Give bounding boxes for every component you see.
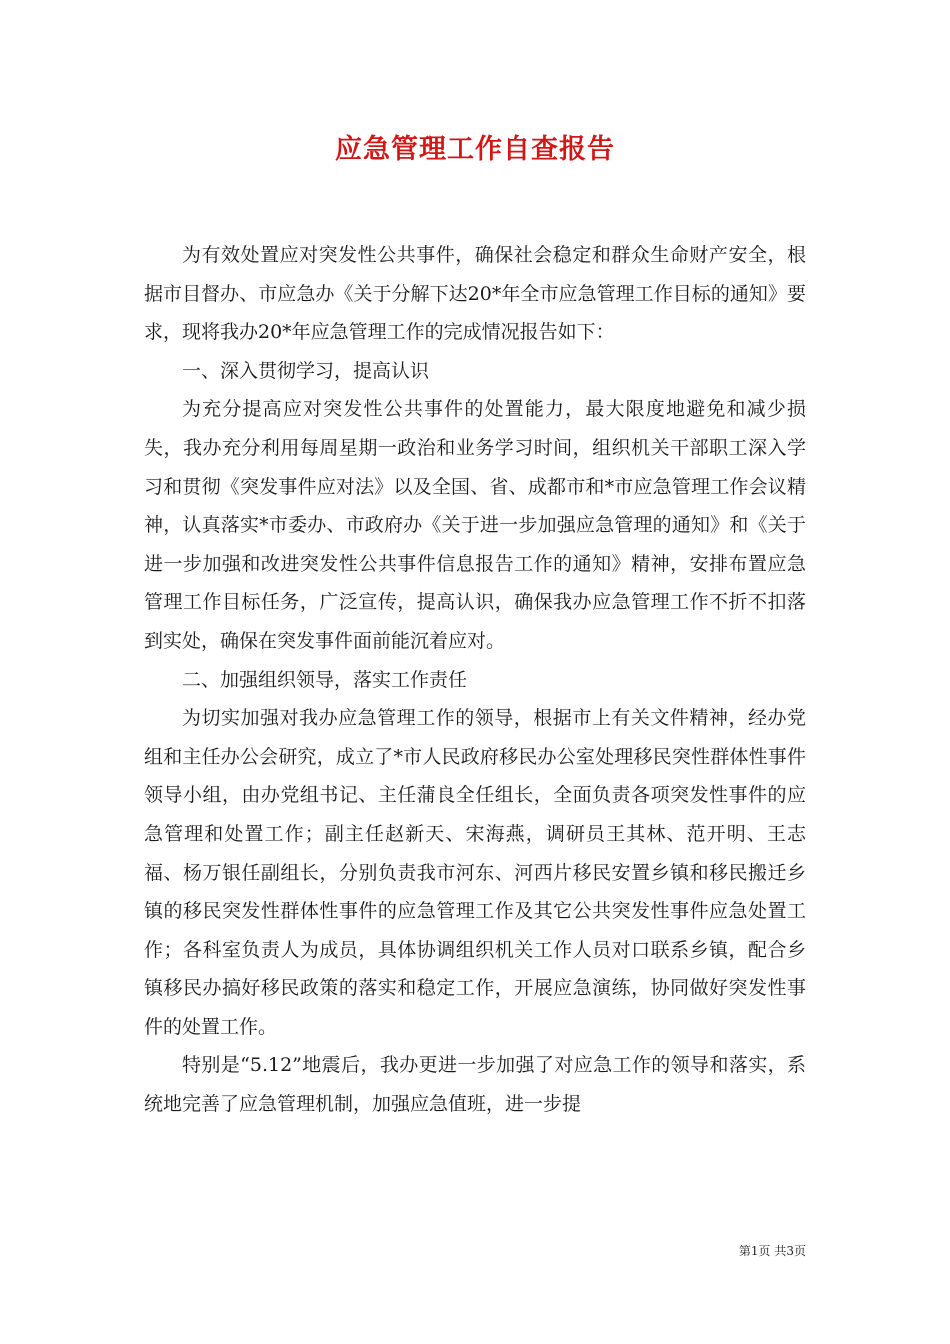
paragraph-section-1: 为充分提高应对突发性公共事件的处置能力，最大限度地避免和减少损失，我办充分利用每周星期一政治和业务学习时间，组织机关干部职工深入学习和贯彻《突发事件应对法》以及全国、省、成都市和*市应急管理工作会议精神，认真落实*市委办、市政府办《关于进一步加强应急管理的通知》和《关于进一步加强和改进突发性公共事件信息报告工作的通知》精神，安排布置应急管理工作目标任务，广泛宣传，提高认识，确保我办应急管理工作不折不扣落到实处，确保在突发事件面前能沉着应对。 bbox=[144, 398, 806, 652]
page-number: 第1页 共3页 bbox=[738, 1244, 806, 1258]
section-heading-1: 一、深入贯彻学习，提高认识 bbox=[182, 359, 430, 382]
paragraph-section-2-continued: 特别是“5.12”地震后，我办更进一步加强了对应急工作的领导和落实，系统地完善了应急管理机制，加强应急值班，进一步提 bbox=[144, 1054, 806, 1116]
paragraph-intro: 为有效处置应对突发性公共事件，确保社会稳定和群众生命财产安全，根据市目督办、市应急办《关于分解下达20*年全市应急管理工作目标的通知》要求，现将我办20*年应急管理工作的完成情况报告如下： bbox=[144, 244, 806, 344]
paragraph-section-2: 为切实加强对我办应急管理工作的领导，根据市上有关文件精神，经办党组和主任办公会研究，成立了*市人民政府移民办公室处理移民突性群体性事件领导小组，由办党组书记、主任蒲良全任组长，全面负责各项突发性事件的应急管理和处置工作；副主任赵新天、宋海燕，调研员王其林、范开明、王志福、杨万银任副组长，分别负责我市河东、河西片移民安置乡镇和移民搬迁乡镇的移民突发性群体性事件的应急管理工作及其它公共突发性事件应急处置工作；各科室负责人为成员，具体协调组织机关工作人员对口联系乡镇，配合乡镇移民办搞好移民政策的落实和稳定工作，开展应急演练，协同做好突发性事件的处置工作。 bbox=[144, 707, 806, 1038]
document-body bbox=[144, 236, 806, 1124]
document-title: 应急管理工作自查报告 bbox=[335, 134, 615, 165]
section-heading-2: 二、加强组织领导，落实工作责任 bbox=[182, 668, 468, 691]
